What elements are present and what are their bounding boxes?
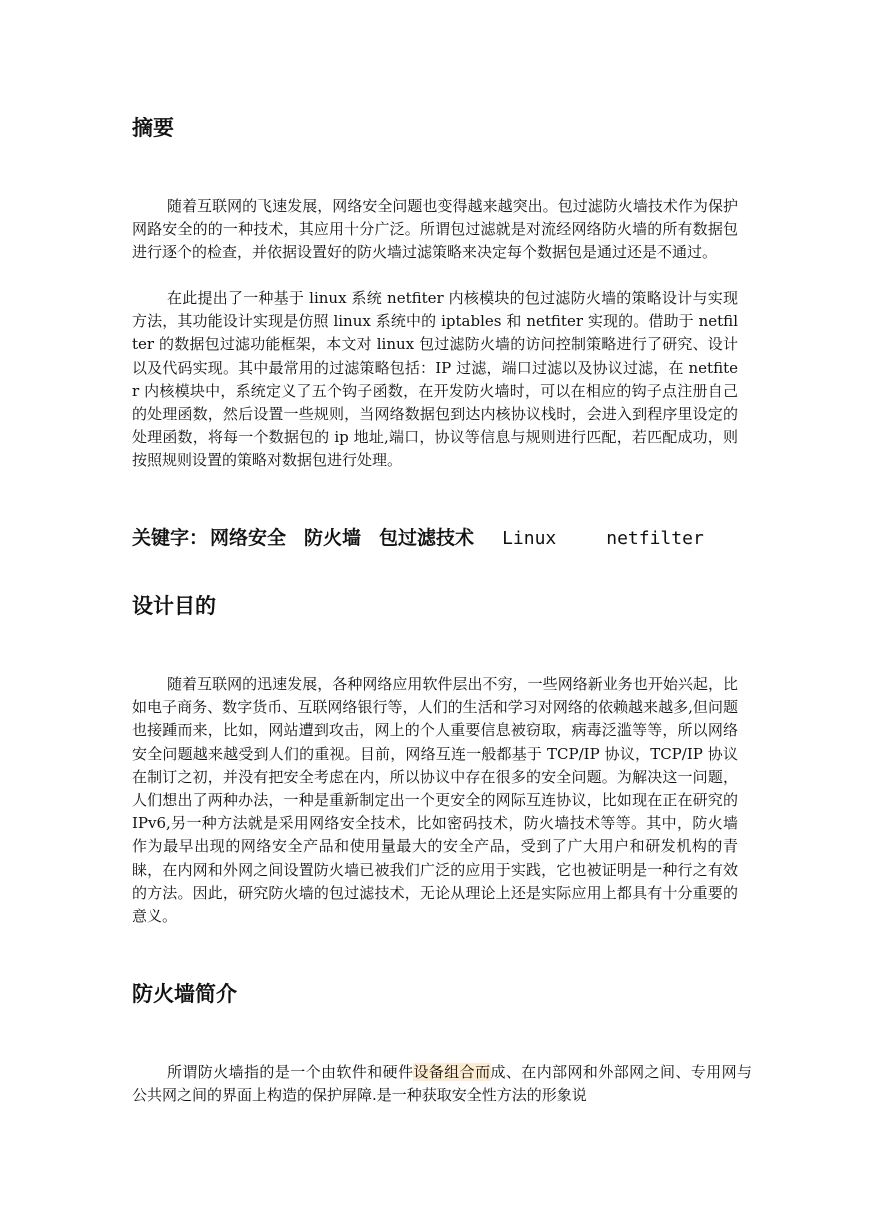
keyword-item: 包过滤技术 (379, 527, 475, 549)
abstract-paragraph-1: 随着互联网的飞速发展，网络安全问题也变得越来越突出。包过滤防火墙技术作为保护网路安全的的一种技术，其应用十分广泛。所谓包过滤就是对流经网络防火墙的所有数据包进行逐个的检查，并依据设置好的防火墙过滤策略来决定每个数据包是通过还是不通过。 (132, 197, 738, 262)
intro-heading: 防火墙简介 (132, 982, 237, 1006)
keywords-label: 关键字： (132, 527, 209, 549)
keyword-item: 防火墙 (304, 527, 362, 549)
intro-text-end: 成、在内部网和外部网之间、专用网与公共网之间的界面上构造的保护屏障.是一种获取安全性方法的形象说 (132, 1063, 752, 1105)
keyword-item-mono: Linux (502, 528, 557, 549)
intro-paragraph (132, 1061, 752, 1107)
highlighted-text: 设备组合而 (413, 1063, 491, 1081)
intro-text-start: 所谓防火墙指的是一个由软件和硬件 (167, 1063, 414, 1081)
abstract-paragraph-2: 在此提出了一种基于 linux 系统 netfiter 内核模块的包过滤防火墙的策略设计与实现方法，其功能设计实现是仿照 linux 系统中的 iptables 和 netfiter 实现的。借助于 netfilter 的数据包过滤功能框架，本文对 linux 包过滤防火墙的访问控制策略进行了研究、设计以及代码实现。其中最常用的过滤策略包括：IP 过滤，端口过滤以及协议过滤，在 netfiter 内核模块中，系统定义了五个钩子函数，在开发防火墙时，可以在相应的钩子点注册自己的处理函数，然后设置一些规则，当网络数据包到达内核协议栈时，会进入到程序里设定的处理函数，将每一个数据包的 ip 地址,端口，协议等信息与规则进行匹配，若匹配成功，则按照规则设置的策略对数据包进行处理。 (132, 289, 738, 470)
abstract-heading: 摘要 (132, 116, 174, 140)
purpose-paragraph: 随着互联网的迅速发展，各种网络应用软件层出不穷，一些网络新业务也开始兴起，比如电子商务、数字货币、互联网络银行等，人们的生活和学习对网络的依赖越来越多,但问题也接踵而来，比如，网站遭到攻击，网上的个人重要信息被窃取，病毒泛滥等等，所以网络安全问题越来越受到人们的重视。目前，网络互连一般都基于 TCP/IP 协议，TCP/IP 协议在制订之初，并没有把安全考虑在内，所以协议中存在很多的安全问题。为解决这一问题，人们想出了两种办法，一种是重新制定出一个更安全的网际互连协议，比如现在正在研究的 IPv6,另一种方法就是采用网络安全技术，比如密码技术，防火墙技术等等。其中，防火墙作为最早出现的网络安全产品和使用量最大的安全产品，受到了广大用户和研发机构的青睐，在内网和外网之间设置防火墙已被我们广泛的应用于实践，它也被证明是一种行之有效的方法。因此，研究防火墙的包过滤技术，无论从理论上还是实际应用上都具有十分重要的意义。 (132, 675, 738, 926)
keyword-item: 网络安全 (210, 527, 287, 549)
keywords-line (132, 524, 704, 553)
keyword-item-mono: netfilter (606, 528, 704, 549)
purpose-heading: 设计目的 (132, 594, 216, 618)
